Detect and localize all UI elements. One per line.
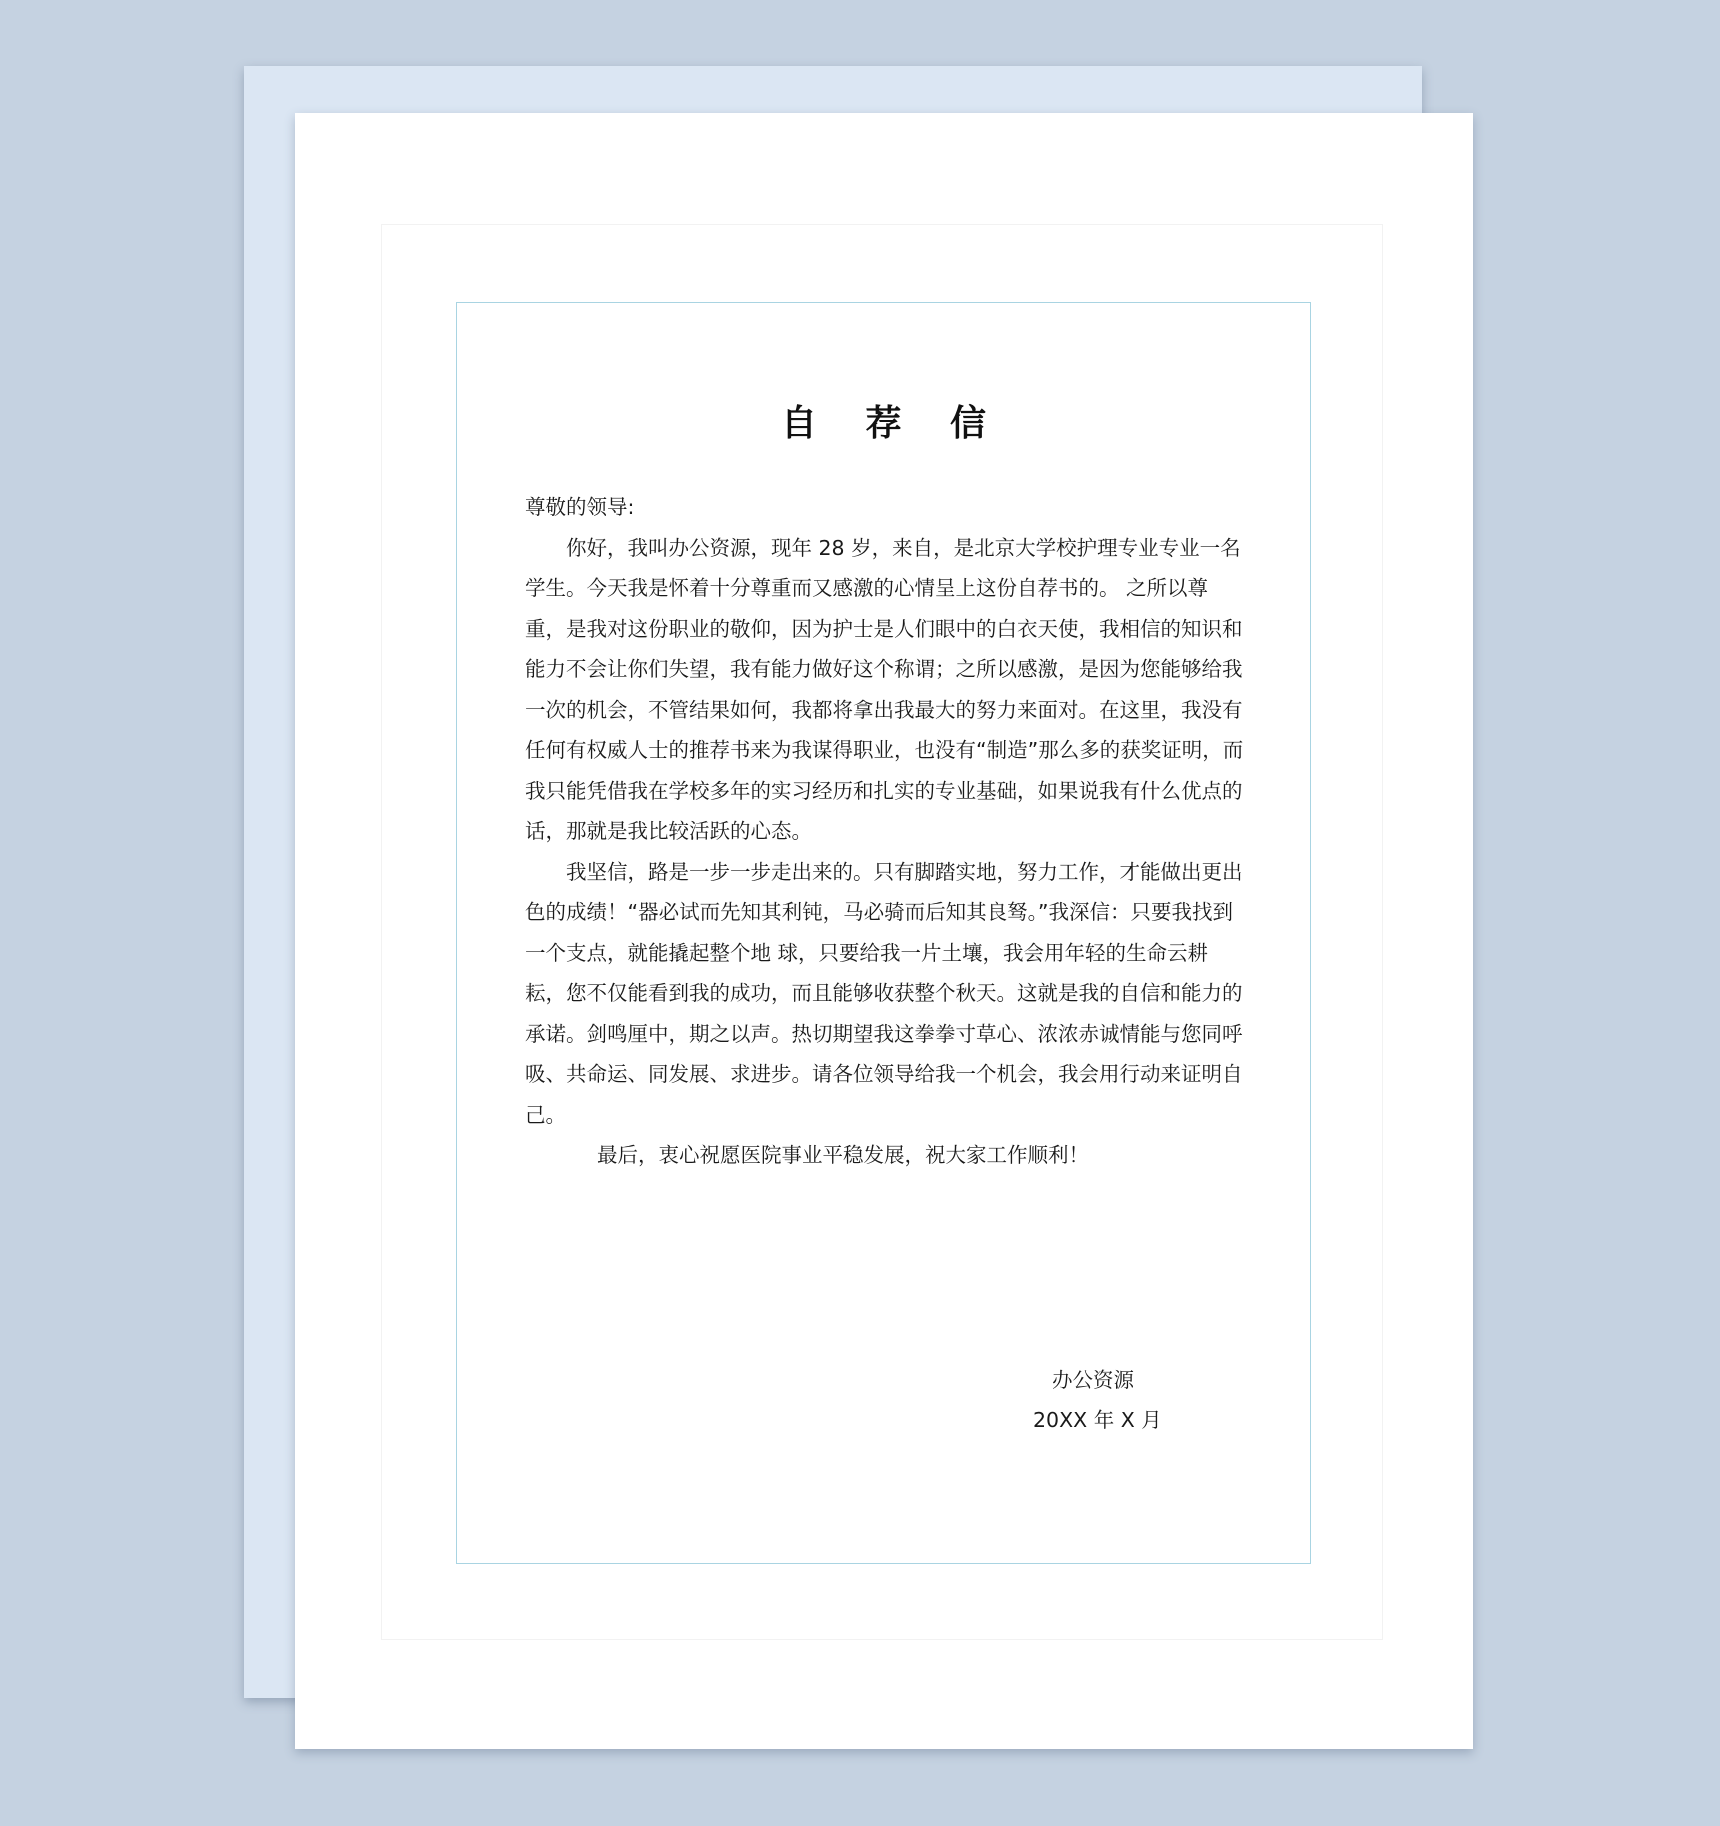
closing-line: 最后，衷心祝愿医院事业平稳发展，祝大家工作顺利！: [597, 1143, 1089, 1167]
signature-name: 办公资源: [1052, 1368, 1134, 1392]
letter-frame: [456, 302, 1311, 1564]
front-paper-sheet: [295, 113, 1473, 1749]
paragraph-2: 我坚信，路是一步一步走出来的。只有脚踏实地，努力工作，才能做出更出色的成绩！“器必试而先知其利钝，马必骑而后知其良驽。”我深信：只要我找到一个支点，就能撬起整个地 球，只要给我一片土壤，我会用年轻的生命云耕耘，您不仅能看到我的成功，而且能够收获整个秋天。这就是我的自信和能力的承诺。剑鸣厘中，期之以声。热切期望我这拳拳寸草心、浓浓赤诚情能与您同呼吸、共命运、同发展、求进步。请各位领导给我一个机会，我会用行动来证明自己。: [525, 859, 1243, 1127]
letter-body: [525, 487, 1245, 1176]
letter-title: 自 荐 信: [780, 403, 1005, 444]
signature-date: 20XX 年 X 月: [1033, 1408, 1162, 1432]
paragraph-1: 你好，我叫办公资源，现年 28 岁，来自，是北京大学校护理专业专业一名学生。今天我是怀着十分尊重而又感激的心情呈上这份自荐书的。 之所以尊重，是我对这份职业的敬仰，因为护士是人们眼中的白衣天使，我相信的知识和能力不会让你们失望，我有能力做好这个称谓；之所以感激，是因为您能够给我一次的机会，不管结果如何，我都将拿出我最大的努力来面对。在这里，我没有任何有权威人士的推荐书来为我谋得职业，也没有“制造”那么多的获奖证明，而我只能凭借我在学校多年的实习经历和扎实的专业基础，如果说我有什么优点的话，那就是我比较活跃的心态。: [525, 535, 1244, 843]
salutation: 尊敬的领导:: [525, 495, 635, 519]
